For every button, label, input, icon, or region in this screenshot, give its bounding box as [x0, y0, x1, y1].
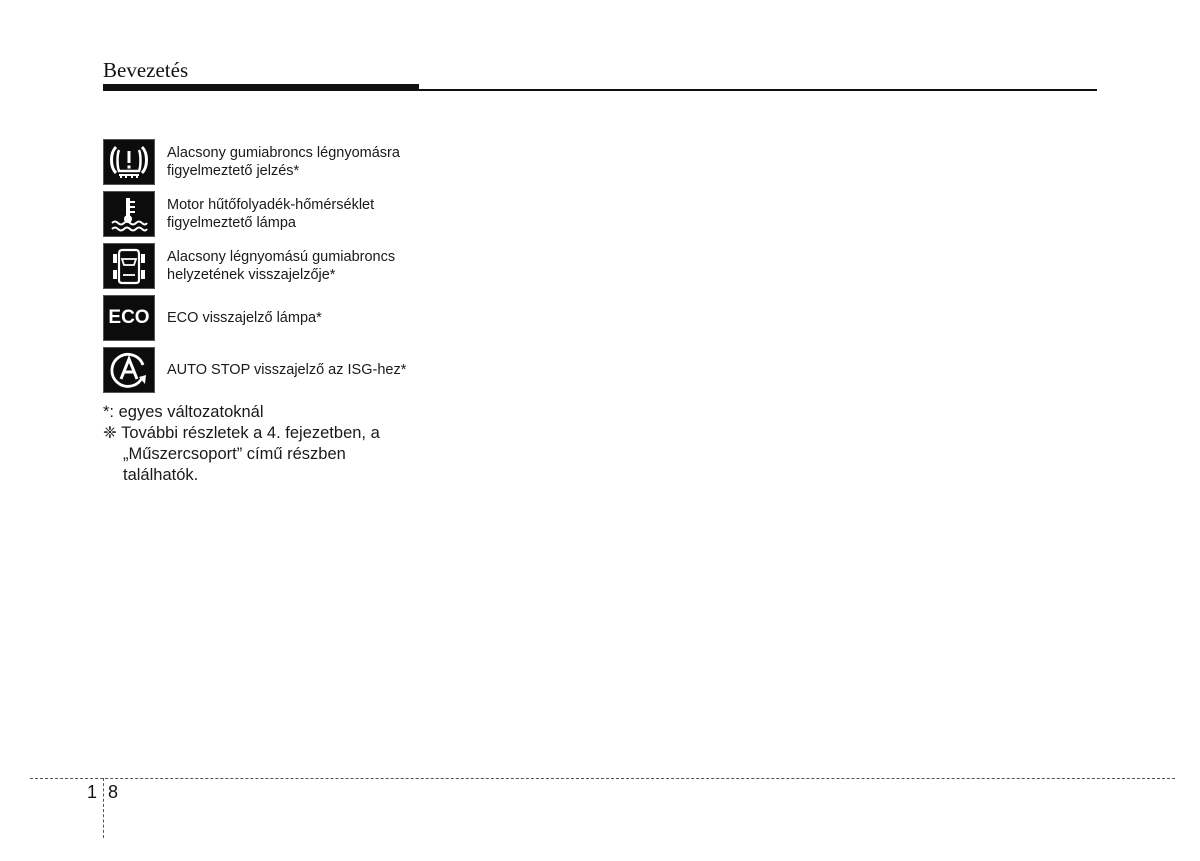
- indicator-row-tire-position: [103, 243, 395, 289]
- tire-pressure-warning-icon: [103, 139, 155, 185]
- indicator-description: ECO visszajelző lámpa*: [167, 310, 322, 326]
- footer-dashed-line: [30, 778, 1175, 779]
- indicator-row-auto-stop: [103, 347, 406, 393]
- indicator-row-eco: [103, 295, 322, 341]
- tire-position-icon: [103, 243, 155, 289]
- reference-note-line: ❈ További részletek a 4. fejezetben, a: [103, 424, 380, 442]
- indicator-description: AUTO STOP visszajelző az ISG-hez*: [167, 362, 407, 378]
- header-rule-thin: [419, 89, 1097, 91]
- coolant-temperature-icon: [103, 191, 155, 237]
- footer-dashed-divider: [103, 778, 104, 838]
- indicator-description: Alacsony gumiabroncs légnyomásra figyelmeztető jelzés*: [167, 145, 400, 179]
- indicator-description: Alacsony légnyomású gumiabroncs helyzetének visszajelzője*: [167, 249, 396, 283]
- notes: [103, 402, 423, 486]
- auto-stop-icon: [103, 347, 155, 393]
- indicator-row-coolant: [103, 191, 374, 237]
- indicator-description: Motor hűtőfolyadék-hőmérséklet figyelmeztető lámpa: [167, 197, 375, 231]
- reference-note-line: „Műszercsoport” című részben: [123, 445, 346, 463]
- eco-icon: ECO: [103, 295, 155, 341]
- footnote: *: egyes változatoknál: [103, 403, 264, 421]
- section-number: 1: [87, 782, 98, 802]
- page-number: 8: [108, 782, 119, 802]
- reference-note-line: találhatók.: [123, 466, 199, 484]
- indicator-row-tire-pressure: [103, 139, 400, 185]
- chapter-title: Bevezetés: [103, 58, 189, 82]
- header-rule-thick: [103, 84, 419, 91]
